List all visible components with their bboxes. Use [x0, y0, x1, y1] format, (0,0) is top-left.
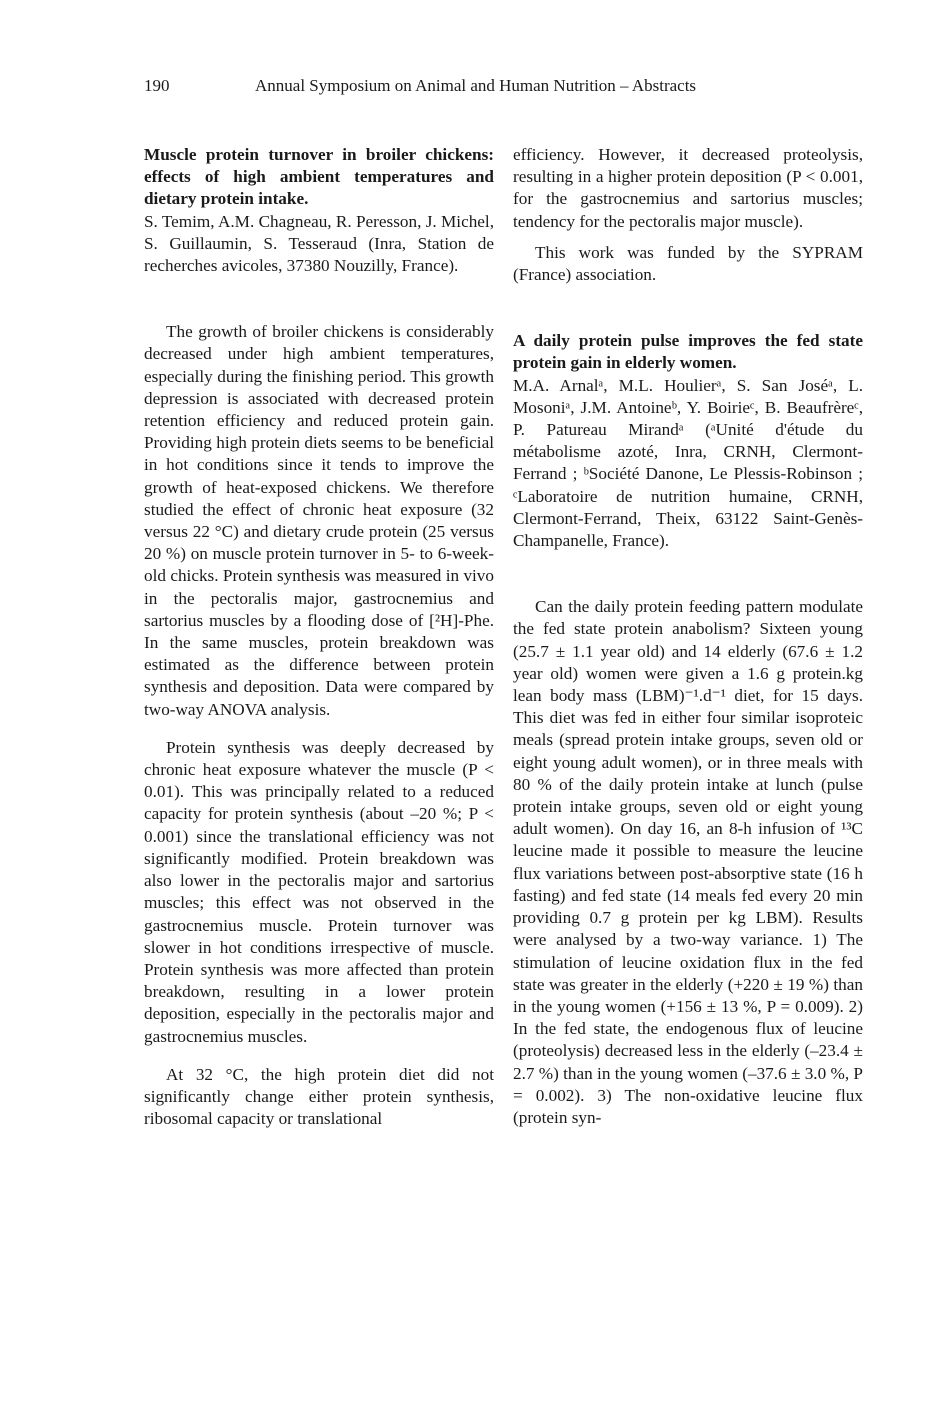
- right-column: [513, 144, 863, 1129]
- abstract2-title: A daily protein pulse improves the fed state protein gain in elderly women.: [513, 331, 863, 373]
- abstract1-authors: S. Temim, A.M. Chagneau, R. Peresson, J. Michel, S. Guillaumin, S. Tesseraud (Inra, Station de recherches avicoles, 37380 Nouzilly, France).: [144, 211, 494, 276]
- page-number: 190: [144, 76, 170, 95]
- abstract2-authors: M.A. Arnalᵃ, M.L. Houlierᵃ, S. San Joséᵃ, L. Mosoniᵃ, J.M. Antoineᵇ, Y. Boirieᶜ, B. Beaufrèreᶜ, P. Patureau Mirandᵃ (ᵃUnité d'étude du métabolisme azoté, Inra, CRNH, Clermont-Ferrand ; ᵇSociété Danone, Le Plessis-Robinson ; ᶜLaboratoire de nutrition humaine, CRNH, Clermont-Ferrand, Theix, 63122 Saint-Genès-Champanelle, France).: [513, 375, 863, 551]
- running-head: Annual Symposium on Animal and Human Nutrition – Abstracts: [255, 76, 697, 95]
- left-column: [144, 144, 494, 1130]
- abstract2-paragraph-1: Can the daily protein feeding pattern modulate the fed state protein anabolism? Sixteen young (25.7 ± 1.1 year old) and 14 elderly (67.6 ± 1.2 year old) women were given a 1.6 g protein.kg lean body mass (LBM)⁻¹.d⁻¹ diet, for 15 days. This diet was fed in either four similar isoproteic meals (spread protein intake groups, seven old or eight young adult women), or in three meals with 80 % of the daily protein intake at lunch (pulse protein intake groups, seven old or eight young adult women). On day 16, an 8-h infusion of ¹³C leucine made it possible to measure the leucine flux variations between post-absorptive state (16 h fasting) and fed state (14 meals fed every 20 min providing 0.7 g protein per kg LBM). Results were analysed by a two-way variance. 1) The stimulation of leucine oxidation flux in the fed state was greater in the elderly (+220 ± 19 %) than in the young women (+156 ± 13 %, P = 0.009). 2) In the fed state, the endogenous flux of leucine (proteolysis) decreased less in the elderly (–23.4 ± 2.7 %) than in the young women (–37.6 ± 3.0 %, P = 0.002). 3) The non-oxidative leucine flux (protein syn-: [513, 597, 863, 1127]
- abstract1-title: Muscle protein turnover in broiler chickens: effects of high ambient temperatures and dietary protein intake.: [144, 145, 494, 209]
- abstract1-paragraph-1: The growth of broiler chickens is considerably decreased under high ambient temperatures, especially during the finishing period. This growth depression is associated with decreased protein retention efficiency and reduced protein gain. Providing high protein diets seems to be beneficial in hot conditions since it tends to improve the growth of heat-exposed chickens. We therefore studied the effect of chronic heat exposure (32 versus 22 °C) and dietary crude protein (25 versus 20 %) on muscle protein turnover in 5- to 6-week-old chicks. Protein synthesis was measured in vivo in the pectoralis major, gastrocnemius and sartorius muscles by a flooding dose of [²H]-Phe. In the same muscles, protein breakdown was estimated as the difference between protein synthesis and deposition. Data were compared by two-way ANOVA analysis.: [144, 322, 494, 719]
- abstract1-funding: This work was funded by the SYPRAM (France) association.: [513, 242, 863, 285]
- abstract1-paragraph-3-continued: efficiency. However, it decreased proteolysis, resulting in a higher protein deposition (P < 0.001, for the gastrocnemius and sartorius muscles; tendency for the pectoralis major muscle).: [513, 145, 863, 231]
- page-header: [0, 76, 930, 102]
- abstract1-paragraph-2: Protein synthesis was deeply decreased by chronic heat exposure whatever the muscle (P < 0.01). This was principally related to a reduced capacity for protein synthesis (about –20 %; P < 0.001) since the translational efficiency was not significantly modified. Protein breakdown was also lower in the pectoralis major and sartorius muscles; this effect was not observed in the gastrocnemius muscle. Protein turnover was slower in hot conditions irrespective of muscle. Protein synthesis was more affected than protein breakdown, resulting in a lower protein deposition, especially in the pectoralis major and gastrocnemius muscles.: [144, 737, 494, 1046]
- abstract1-paragraph-3: At 32 °C, the high protein diet did not significantly change either protein synthesis, ribosomal capacity or translational: [144, 1064, 494, 1129]
